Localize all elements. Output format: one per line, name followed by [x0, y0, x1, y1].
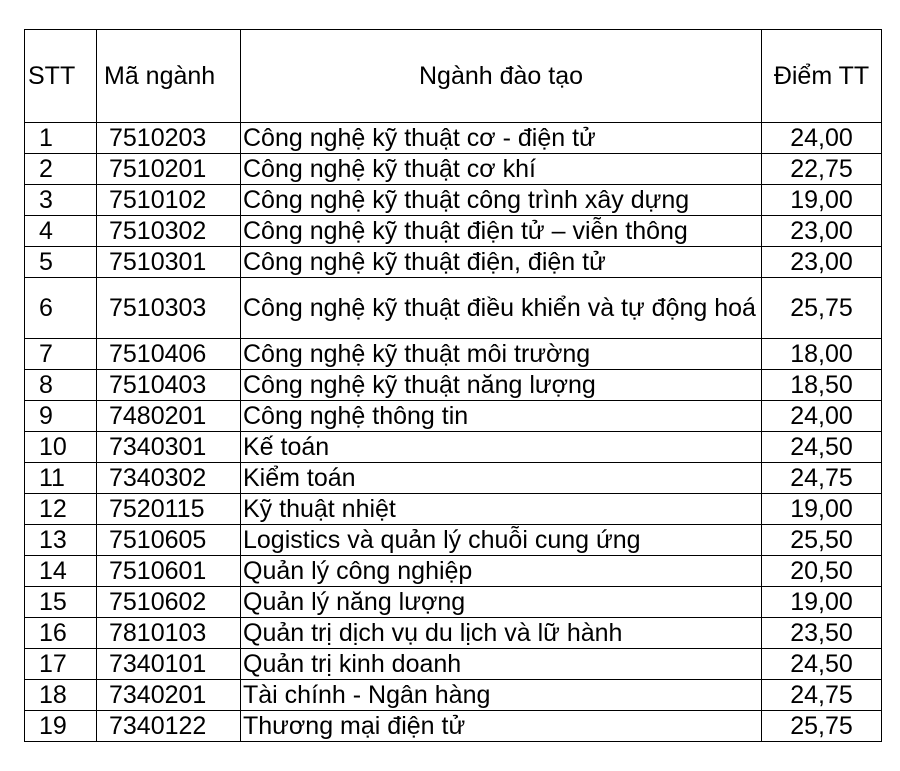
table-row — [25, 680, 882, 711]
table-row — [25, 618, 882, 649]
row-score: 24,00 — [762, 401, 882, 432]
row-major-code: 7340302 — [97, 463, 241, 494]
table-row — [25, 587, 882, 618]
row-score: 24,00 — [762, 123, 882, 154]
row-major-name: Công nghệ kỹ thuật điện, điện tử — [241, 247, 762, 278]
row-stt: 4 — [25, 216, 97, 247]
row-score: 18,50 — [762, 370, 882, 401]
table-row — [25, 494, 882, 525]
row-score: 19,00 — [762, 587, 882, 618]
row-stt: 7 — [25, 339, 97, 370]
row-major-name: Công nghệ kỹ thuật điều khiển và tự động hoá — [241, 278, 762, 339]
row-major-code: 7510605 — [97, 525, 241, 556]
row-major-code: 7510601 — [97, 556, 241, 587]
row-major-code: 7510602 — [97, 587, 241, 618]
table-row — [25, 339, 882, 370]
row-stt: 9 — [25, 401, 97, 432]
admission-score-table — [24, 29, 882, 742]
row-major-code: 7510203 — [97, 123, 241, 154]
row-major-name: Công nghệ kỹ thuật điện tử – viễn thông — [241, 216, 762, 247]
row-major-name: Kiểm toán — [241, 463, 762, 494]
table-header — [25, 30, 882, 123]
row-score: 19,00 — [762, 185, 882, 216]
row-score: 24,50 — [762, 649, 882, 680]
row-score: 20,50 — [762, 556, 882, 587]
row-major-name: Logistics và quản lý chuỗi cung ứng — [241, 525, 762, 556]
row-stt: 6 — [25, 278, 97, 339]
row-score: 22,75 — [762, 154, 882, 185]
header-score: Điểm TT — [762, 30, 882, 123]
row-score: 18,00 — [762, 339, 882, 370]
row-stt: 2 — [25, 154, 97, 185]
row-stt: 14 — [25, 556, 97, 587]
table-row — [25, 154, 882, 185]
table-row — [25, 525, 882, 556]
row-major-name: Tài chính - Ngân hàng — [241, 680, 762, 711]
row-stt: 13 — [25, 525, 97, 556]
row-score: 25,75 — [762, 711, 882, 742]
table-body — [25, 123, 882, 742]
table-row — [25, 278, 882, 339]
row-stt: 10 — [25, 432, 97, 463]
row-major-code: 7510403 — [97, 370, 241, 401]
row-stt: 19 — [25, 711, 97, 742]
table-row — [25, 711, 882, 742]
row-score: 24,50 — [762, 432, 882, 463]
row-score: 19,00 — [762, 494, 882, 525]
row-major-name: Quản lý công nghiệp — [241, 556, 762, 587]
row-stt: 16 — [25, 618, 97, 649]
row-stt: 3 — [25, 185, 97, 216]
row-stt: 18 — [25, 680, 97, 711]
row-major-code: 7510201 — [97, 154, 241, 185]
row-score: 24,75 — [762, 463, 882, 494]
row-major-code: 7340201 — [97, 680, 241, 711]
table-row — [25, 556, 882, 587]
row-major-code: 7510302 — [97, 216, 241, 247]
header-row — [25, 30, 882, 123]
row-score: 23,50 — [762, 618, 882, 649]
row-major-name: Công nghệ kỹ thuật công trình xây dựng — [241, 185, 762, 216]
row-stt: 17 — [25, 649, 97, 680]
table-row — [25, 432, 882, 463]
row-major-code: 7520115 — [97, 494, 241, 525]
header-major-name: Ngành đào tạo — [241, 30, 762, 123]
row-stt: 12 — [25, 494, 97, 525]
header-stt: STT — [25, 30, 97, 123]
table-row — [25, 649, 882, 680]
row-major-code: 7810103 — [97, 618, 241, 649]
table-row — [25, 216, 882, 247]
row-major-code: 7480201 — [97, 401, 241, 432]
row-stt: 8 — [25, 370, 97, 401]
header-major-code: Mã ngành — [97, 30, 241, 123]
table-row — [25, 247, 882, 278]
row-major-name: Công nghệ kỹ thuật môi trường — [241, 339, 762, 370]
row-major-code: 7510301 — [97, 247, 241, 278]
row-score: 23,00 — [762, 247, 882, 278]
row-major-name: Công nghệ thông tin — [241, 401, 762, 432]
row-score: 25,75 — [762, 278, 882, 339]
row-major-name: Công nghệ kỹ thuật năng lượng — [241, 370, 762, 401]
row-major-code: 7510406 — [97, 339, 241, 370]
row-major-code: 7340122 — [97, 711, 241, 742]
row-stt: 15 — [25, 587, 97, 618]
table-row — [25, 463, 882, 494]
row-stt: 1 — [25, 123, 97, 154]
row-major-code: 7510102 — [97, 185, 241, 216]
row-major-name: Công nghệ kỹ thuật cơ khí — [241, 154, 762, 185]
row-major-name: Kế toán — [241, 432, 762, 463]
row-major-name: Quản lý năng lượng — [241, 587, 762, 618]
row-major-name: Quản trị kinh doanh — [241, 649, 762, 680]
row-score: 24,75 — [762, 680, 882, 711]
row-score: 25,50 — [762, 525, 882, 556]
row-major-code: 7340301 — [97, 432, 241, 463]
table-row — [25, 370, 882, 401]
row-major-code: 7340101 — [97, 649, 241, 680]
row-stt: 11 — [25, 463, 97, 494]
table-row — [25, 185, 882, 216]
row-score: 23,00 — [762, 216, 882, 247]
table-row — [25, 123, 882, 154]
row-major-name: Quản trị dịch vụ du lịch và lữ hành — [241, 618, 762, 649]
row-stt: 5 — [25, 247, 97, 278]
row-major-code: 7510303 — [97, 278, 241, 339]
table-row — [25, 401, 882, 432]
row-major-name: Thương mại điện tử — [241, 711, 762, 742]
row-major-name: Công nghệ kỹ thuật cơ - điện tử — [241, 123, 762, 154]
row-major-name: Kỹ thuật nhiệt — [241, 494, 762, 525]
